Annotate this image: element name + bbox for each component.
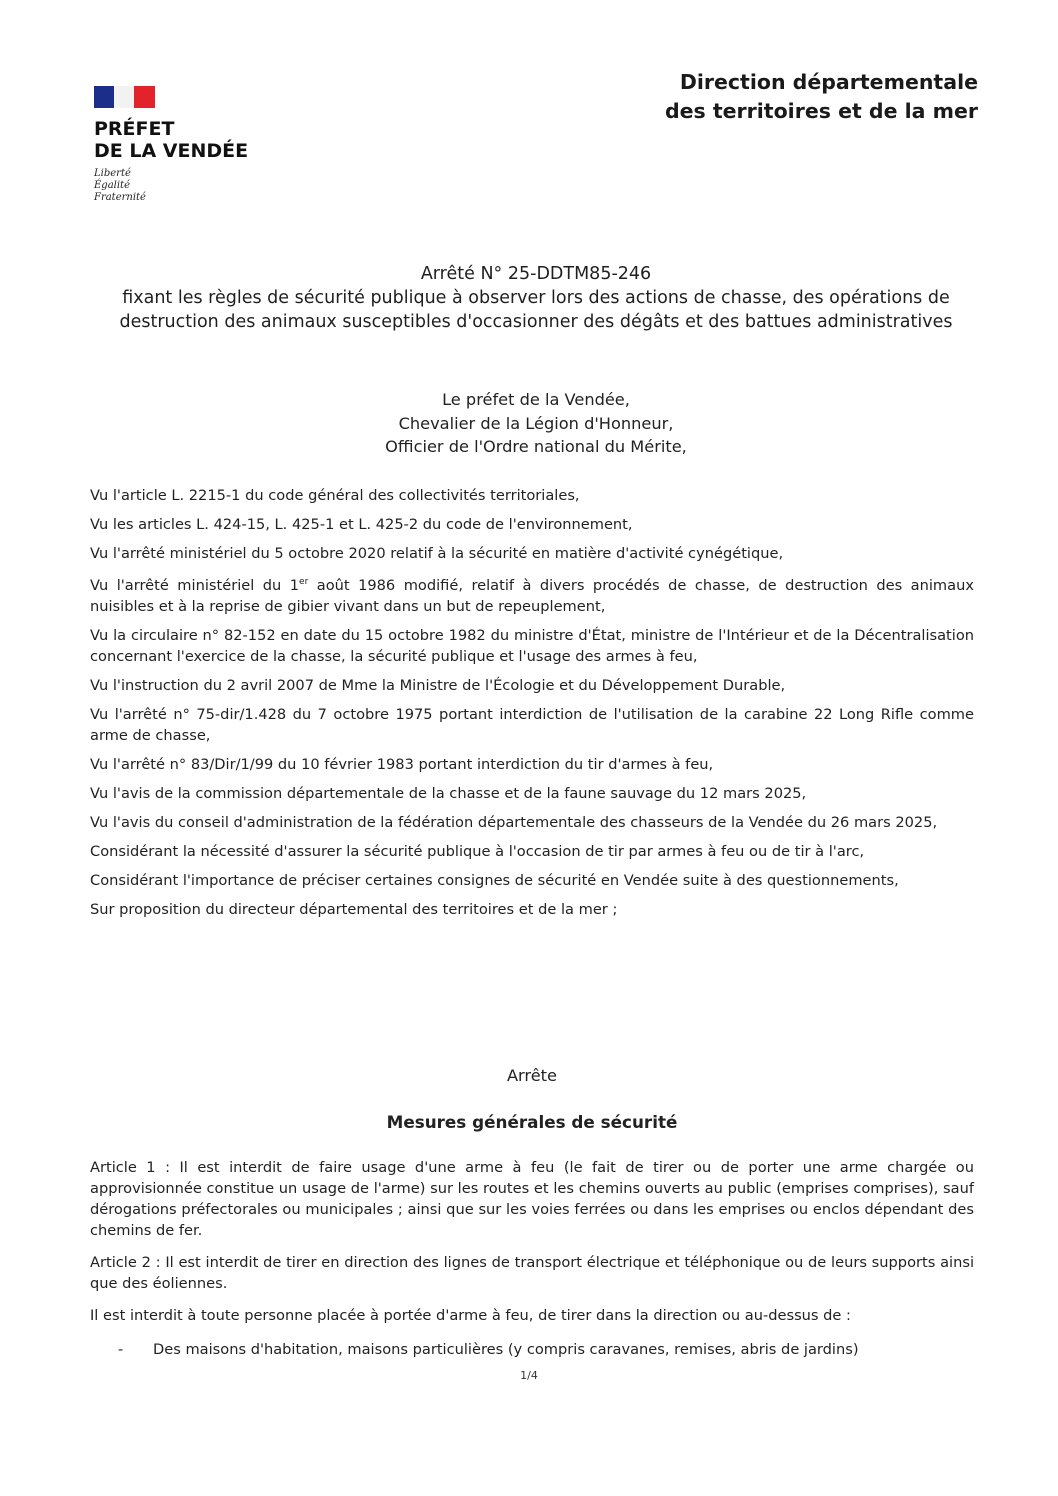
motto-egalite: Égalité <box>94 180 130 191</box>
article-1: Article 1 : Il est interdit de faire usage d'une arme à feu (le fait de tirer ou de porter une arme chargée ou approvisionnée constitue un usage de l'arme) sur les routes et les chemins ouverts au public (emprises comprises), sauf dérogations préfectorales ou municipales ; ainsi que sur les voies ferrées ou dans les emprises ou enclos dépendant des chemins de fer. <box>90 1159 974 1239</box>
flag-blue-band <box>94 86 114 108</box>
visa-text-start: Vu l'arrêté ministériel du 1 <box>90 576 300 594</box>
visa-paragraph: Vu l'avis de la commission départementale de la chasse et de la faune sauvage du 12 mars 2025, <box>90 784 807 802</box>
decision-heading: Arrête <box>506 1066 557 1085</box>
articles-section <box>90 1157 974 1337</box>
legal-visas <box>90 485 974 920</box>
visa-paragraph: Vu l'arrêté n° 83/Dir/1/99 du 10 février 1983 portant interdiction du tir d'armes à feu, <box>90 755 714 773</box>
decree-number: Arrêté N° 25-DDTM85-246 <box>420 264 652 284</box>
direction-heading <box>618 68 978 126</box>
direction-line1: Direction départementale <box>679 70 978 94</box>
proposal-paragraph: Sur proposition du directeur départemental des territoires et de la mer ; <box>90 900 618 918</box>
motto-fraternite: Fraternité <box>94 192 146 203</box>
prefet-line1: PRÉFET <box>94 118 175 140</box>
list-item-text: Des maisons d'habitation, maisons particulières (y compris caravanes, remises, abris de jardins) <box>153 1341 859 1358</box>
visa-paragraph: Vu les articles L. 424-15, L. 425-1 et L. 425-2 du code de l'environnement, <box>90 516 633 533</box>
decree-subject: fixant les règles de sécurité publique à observer lors des actions de chasse, des opérations de destruction des animaux susceptibles d'occasionner des dégâts et des battues administratives <box>119 288 953 332</box>
prefet-label <box>94 118 334 162</box>
document-title <box>90 262 982 334</box>
considerant-paragraph: Considérant la nécessité d'assurer la sécurité publique à l'occasion de tir par armes à feu ou de tir à l'arc, <box>90 842 865 860</box>
considerant-paragraph: Considérant l'importance de préciser certaines consignes de sécurité en Vendée suite à des questionnements, <box>90 871 899 889</box>
ordinal-superscript: er <box>299 577 309 587</box>
visa-paragraph: Vu l'article L. 2215-1 du code général des collectivités territoriales, <box>90 487 580 504</box>
signer-line3: Officier de l'Ordre national du Mérite, <box>385 437 687 456</box>
section-heading: Mesures générales de sécurité <box>386 1112 678 1132</box>
direction-line2: des territoires et de la mer <box>664 99 978 123</box>
prefet-line2: DE LA VENDÉE <box>94 140 249 162</box>
flag-red-band <box>134 86 155 108</box>
page-number: 1/4 <box>520 1369 538 1382</box>
signer-line1: Le préfet de la Vendée, <box>442 390 630 409</box>
list-dash: - <box>118 1341 124 1358</box>
visa-text-end: août 1986 modifié, relatif à divers procédés de chasse, de destruction des animaux nuisibles et à la reprise de gibier vivant dans un but de repeuplement, <box>90 576 974 615</box>
visa-paragraph: Vu l'arrêté ministériel du 5 octobre 2020 relatif à la sécurité en matière d'activité cynégétique, <box>90 545 784 562</box>
visa-paragraph: Vu l'avis du conseil d'administration de la fédération départementale des chasseurs de la Vendée du 26 mars 2025, <box>90 813 938 831</box>
visa-paragraph <box>90 572 974 617</box>
article-2-continued: Il est interdit à toute personne placée à portée d'arme à feu, de tirer dans la direction ou au-dessus de : <box>90 1307 851 1324</box>
visa-paragraph: Vu l'arrêté n° 75-dir/1.428 du 7 octobre 1975 portant interdiction de l'utilisation de la carabine 22 Long Rifle comme arme de chasse, <box>90 705 974 744</box>
article-2: Article 2 : Il est interdit de tirer en direction des lignes de transport électrique et téléphonique ou de leurs supports ainsi que des éoliennes. <box>90 1254 974 1292</box>
signatory-block <box>90 388 982 459</box>
list-item <box>118 1339 978 1360</box>
motto-liberte: Liberté <box>94 168 131 179</box>
tricolor-flag-logo <box>94 86 155 108</box>
flag-white-band <box>114 86 134 108</box>
prefecture-logo <box>94 86 334 204</box>
signer-line2: Chevalier de la Légion d'Honneur, <box>398 413 674 433</box>
visa-paragraph: Vu la circulaire n° 82-152 en date du 15 octobre 1982 du ministre d'État, ministre de l'Intérieur et de la Décentralisation concernant l'exercice de la chasse, la sécurité publique et l'usage des armes à feu, <box>90 626 974 665</box>
republic-motto <box>94 168 334 204</box>
visa-paragraph: Vu l'instruction du 2 avril 2007 de Mme la Ministre de l'Écologie et du Développement Durable, <box>90 676 786 694</box>
